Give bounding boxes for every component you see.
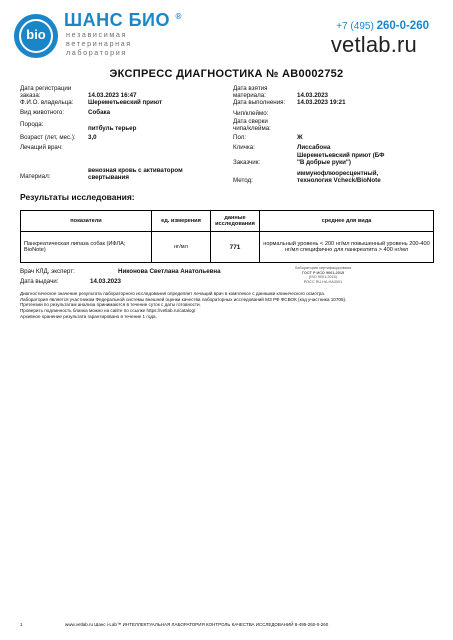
doctor-name: Никонова Светлана Анатольевна — [118, 268, 221, 275]
right-field-value — [297, 99, 346, 106]
document-title: ЭКСПРЕСС ДИАГНОСТИКА № AB0002752 — [109, 68, 344, 80]
results-table — [20, 210, 434, 263]
label-line: Дата сверки — [233, 118, 268, 125]
left-field-label — [20, 109, 64, 116]
label-line: Чип/клеймо: — [233, 110, 269, 117]
right-field-label — [233, 118, 271, 132]
left-field-label — [20, 173, 50, 180]
logo-bio-mark: bio — [26, 27, 46, 42]
left-field-value — [88, 109, 110, 116]
value-line: 14.03.2023 16:47 — [88, 92, 137, 99]
left-field-value — [88, 92, 137, 99]
label-line: Заказчик: — [233, 159, 261, 166]
left-field-label — [20, 85, 71, 99]
value-line: 14.03.2023 — [297, 92, 328, 99]
lab-website: vetlab.ru — [330, 32, 417, 57]
value-line: 14.03.2023 19:21 — [297, 99, 346, 106]
value-line: венозная кровь с активатором — [88, 167, 183, 174]
left-field-value — [88, 134, 97, 141]
value-line: 3,0 — [88, 134, 97, 141]
stamp-line: Лаборатория сертифицирована — [294, 266, 352, 270]
label-line: материала: — [233, 92, 266, 99]
table-row — [21, 232, 434, 263]
value-line: Лиссабона — [297, 144, 331, 151]
label-line: заказа: — [20, 92, 41, 99]
note-line: Проверить подлинность бланка можно на сайте по ссылке https://vetlab.ru/catalog/ — [20, 308, 196, 314]
brand-name: ШАНС БИО ® — [64, 10, 182, 30]
note-line: Диагностическое значение результата лабораторного исследования определяет лечащий врач в комплексе с данными клинического осмотра. — [20, 291, 326, 296]
label-line: Пол: — [233, 134, 247, 141]
label-line: Лечащий врач: — [20, 144, 63, 151]
left-field-label — [20, 134, 76, 141]
issue-date-label: Дата выдачи: — [20, 278, 59, 285]
label-line: Материал: — [20, 173, 51, 180]
label-line: Дата регистрации — [20, 85, 72, 92]
right-field-label — [233, 177, 253, 184]
stamp-line: ГОСТ Р ИСО 9001-2015 — [301, 270, 345, 275]
issue-date-value: 14.03.2023 — [90, 278, 121, 285]
disclaimer-notes — [20, 291, 350, 320]
right-field-label — [233, 99, 285, 106]
label-line: Вид животного: — [20, 109, 65, 116]
value-line: Собака — [88, 109, 111, 116]
right-field-value — [297, 92, 328, 99]
right-field-value — [297, 134, 303, 141]
right-field-value — [297, 170, 381, 184]
page-footer — [20, 622, 434, 627]
right-field-value — [297, 144, 330, 151]
value-line: питбуль терьер — [88, 125, 137, 132]
label-line: Возраст (лет, мес.): — [20, 134, 76, 141]
value-line: Шереметьевский приют (БФ — [297, 152, 385, 159]
value-line: иммунофлюоресцентный, — [297, 170, 379, 177]
right-field-label — [233, 134, 246, 141]
left-field-label — [20, 99, 73, 106]
doctor-label: Врач КЛД, эксперт: — [20, 268, 75, 275]
lab-phone: +7 (495) 260-0-260 — [336, 20, 429, 32]
value-line: технология Vcheck/BioNote — [297, 177, 381, 184]
left-field-value — [88, 125, 136, 132]
label-line: Дата взятия — [233, 85, 268, 92]
value-line: "В добрые руки") — [297, 159, 351, 166]
cell-indicator: Панкреатическая липаза собак (ИФЛА; BioNote) — [21, 232, 152, 263]
label-line: Метод: — [233, 177, 253, 184]
results-header-row — [21, 211, 434, 232]
left-field-value — [88, 167, 183, 181]
left-field-label — [20, 144, 63, 151]
results-heading: Результаты исследования: — [20, 192, 135, 202]
footer-text: www.vetlab.ru Шанс i-Lab™ ИНТЕЛЛЕКТУАЛЬНАЯ ЛАБОРАТОРИЯ КОНТРОЛЬ КАЧЕСТВА ИССЛЕДОВАНИЙ 8-495-260-0-260 — [65, 622, 329, 627]
certification-stamp — [290, 266, 356, 284]
cell-value: 771 — [211, 232, 260, 263]
note-line: Лаборатория является участником Федеральной системы внешней оценки качества лабораторных исследований МЗ РФ ФСВОК (код участника 10705). Претензии по результатам анализа принимаются в течение суток с даты готовности. — [20, 296, 347, 308]
label-line: чипа/клейма: — [233, 125, 271, 132]
right-field-label — [233, 159, 260, 166]
brand-tagline-2: ветеринарная — [66, 39, 132, 48]
col-header-indicator: показатели — [21, 211, 152, 232]
left-field-value — [88, 99, 162, 106]
col-header-reference: среднее для вида — [260, 211, 434, 232]
left-field-label — [20, 121, 43, 128]
brand-tagline-3: лаборатория — [66, 48, 127, 57]
cell-unit: нг/мл — [152, 232, 211, 263]
label-line: Дата выполнения: — [233, 99, 286, 106]
value-line: свертывания — [88, 174, 129, 181]
stamp-line: РОСС RU.HA.НА0001 — [303, 279, 343, 284]
brand-tagline-1: независимая — [66, 30, 127, 39]
stamp-line: (ISO 9001:2015) — [308, 275, 338, 280]
col-header-unit: ед. измерения — [152, 211, 211, 232]
right-field-label — [233, 85, 267, 99]
right-field-label — [233, 110, 268, 117]
value-line: Шереметьевский приют — [88, 99, 163, 106]
page-number: 1 — [20, 622, 23, 627]
value-line: Ж — [297, 134, 303, 141]
label-line: Порода: — [20, 121, 44, 128]
right-field-label — [233, 144, 255, 151]
label-line: Ф.И.О. владельца: — [20, 99, 74, 106]
right-field-value — [297, 152, 384, 166]
cell-reference: нормальный уровень < 200 нг/мл повышенный уровень 200-400 нг/мл специфично для панкреатита > 400 нг/мл — [260, 232, 434, 263]
label-line: Кличка: — [233, 144, 255, 151]
note-line: Архивное хранение результата гарантировано в течение 1 года. — [20, 313, 157, 319]
col-header-value: данные исследования — [211, 211, 260, 232]
